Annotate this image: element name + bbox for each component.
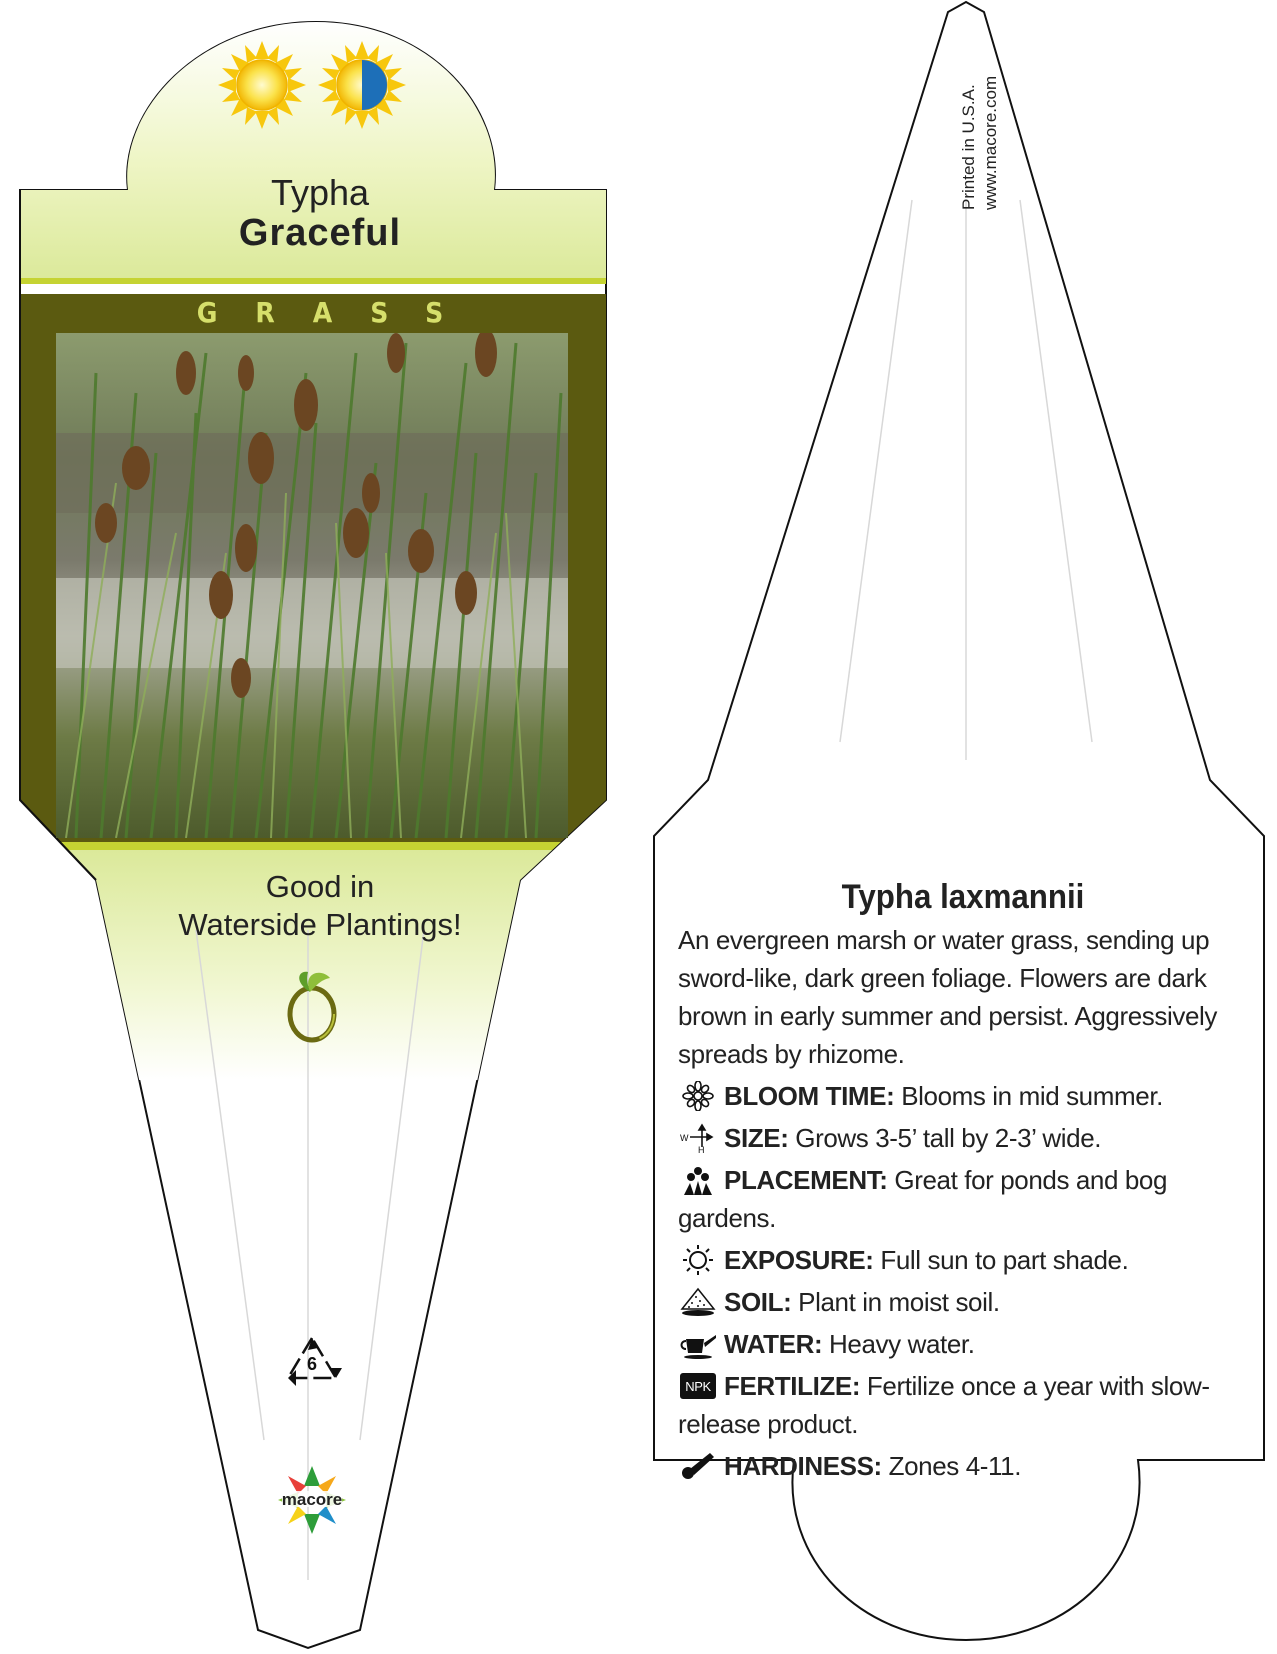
plant-description: An evergreen marsh or water grass, sending up sword-like, dark green foliage. Flowers are dark brown in early summer and persist. Aggressively spreads by rhizome. — [678, 925, 1217, 1069]
svg-text:W: W — [680, 1133, 689, 1143]
attribute-hardiness — [678, 1447, 1248, 1485]
attribute-value: Heavy water. — [829, 1329, 975, 1359]
botanical-name: Typha laxmannii — [841, 878, 1085, 916]
tagline-line-1: Good in — [265, 869, 375, 904]
size-icon — [678, 1123, 718, 1153]
npk-label: NPK — [685, 1379, 711, 1394]
attribute-label: EXPOSURE: — [724, 1245, 874, 1275]
attribute-value: Grows 3-5’ tall by 2-3’ wide. — [795, 1123, 1102, 1153]
attribute-label: PLACEMENT: — [724, 1165, 888, 1195]
attribute-value: Full sun to part shade. — [880, 1245, 1129, 1275]
plant-category: GRASS — [196, 296, 482, 329]
soil-icon — [678, 1287, 718, 1317]
attribute-label: WATER: — [724, 1329, 823, 1359]
brand-name: macore — [281, 1490, 343, 1509]
printed-line-2: www.macore.com — [981, 75, 1000, 210]
plant-variety: Graceful — [238, 212, 402, 254]
plant-photo — [56, 333, 568, 838]
attribute-water — [678, 1325, 1248, 1363]
attribute-value: Plant in moist soil. — [798, 1287, 1000, 1317]
attribute-fertilize — [678, 1367, 1248, 1443]
placement-icon — [678, 1165, 718, 1195]
attribute-value: Zones 4-11. — [888, 1451, 1022, 1481]
attribute-label: SOIL: — [724, 1287, 792, 1317]
full-sun-icon — [218, 41, 306, 129]
sun-icon — [678, 1245, 718, 1275]
attribute-label: SIZE: — [724, 1123, 789, 1153]
attribute-value: Blooms in mid summer. — [901, 1081, 1163, 1111]
attribute-value: Great for ponds and bog gardens. — [678, 1165, 1168, 1233]
attribute-exposure — [678, 1241, 1248, 1279]
recycle-number: 6 — [306, 1354, 317, 1374]
printed-line-1: Printed in U.S.A. — [959, 84, 978, 210]
printed-in — [958, 50, 1002, 210]
tagline — [120, 868, 520, 944]
attribute-bloom-time — [678, 1077, 1248, 1115]
attribute-soil — [678, 1283, 1248, 1321]
attribute-size — [678, 1119, 1248, 1157]
attribute-label: HARDINESS: — [724, 1451, 882, 1481]
attribute-value: Fertilize once a year with slow-release product. — [678, 1371, 1210, 1439]
back-content — [678, 878, 1248, 1485]
thermometer-icon — [678, 1451, 718, 1481]
attribute-placement — [678, 1161, 1248, 1237]
attribute-label: BLOOM TIME: — [724, 1081, 895, 1111]
plant-genus: Typha — [270, 172, 370, 213]
part-shade-icon — [318, 41, 406, 129]
watering-can-icon — [678, 1329, 718, 1359]
tagline-line-2: Waterside Plantings! — [178, 907, 462, 942]
svg-text:H: H — [698, 1145, 705, 1153]
flower-icon — [678, 1081, 718, 1111]
attribute-label: FERTILIZE: — [724, 1371, 861, 1401]
npk-icon — [678, 1371, 718, 1401]
